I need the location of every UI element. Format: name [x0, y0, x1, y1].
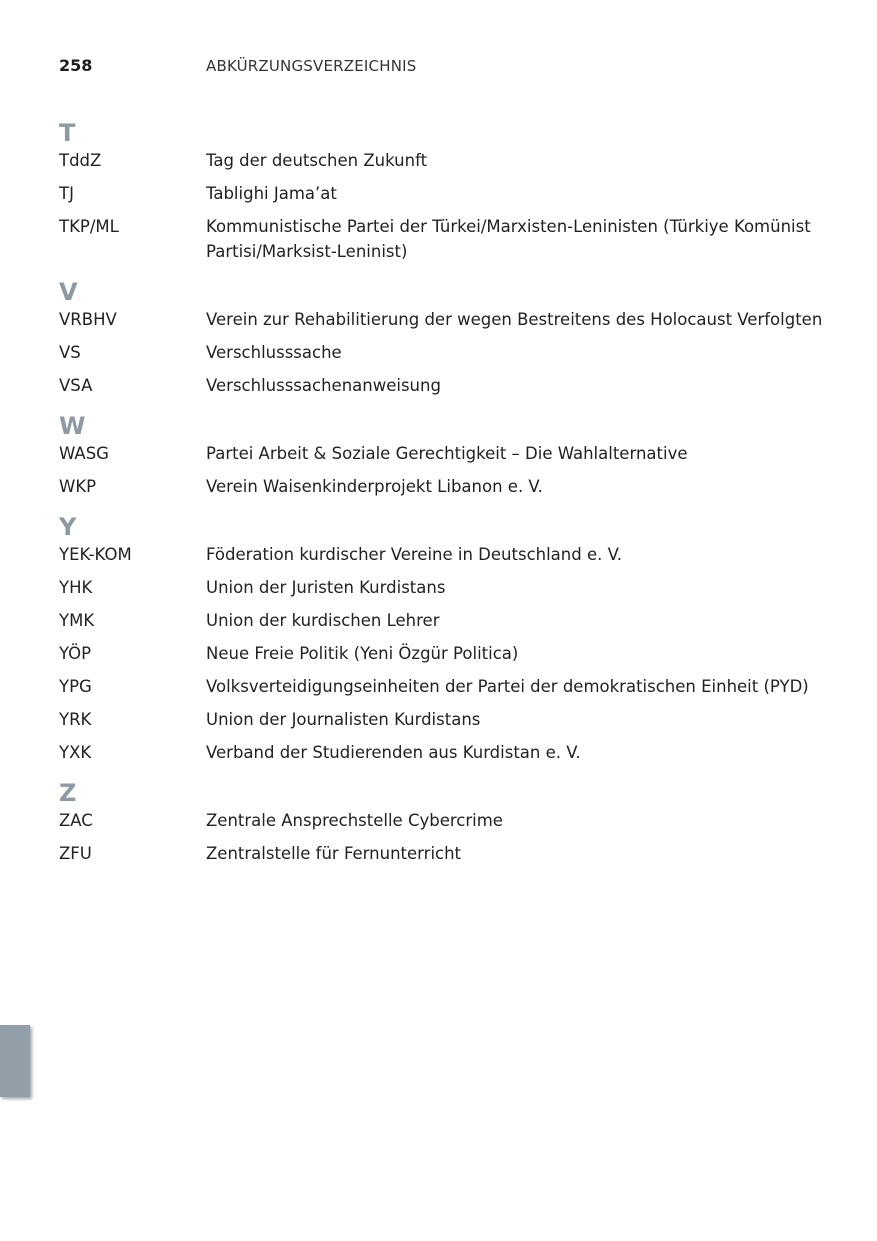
definition: Verschlusssache — [206, 343, 342, 362]
definition: Union der Journalisten Kurdistans — [206, 710, 481, 729]
definition: Zentrale Ansprechstelle Cybercrime — [206, 811, 503, 830]
abbreviation-entry — [59, 307, 839, 332]
abbreviation: ZAC — [59, 811, 93, 830]
definition: Verschlusssachenanweisung — [206, 376, 441, 395]
section-y — [59, 512, 839, 765]
abbreviation-entry — [59, 340, 839, 365]
abbreviation-entry — [59, 841, 839, 866]
abbreviation-entry — [59, 575, 839, 600]
thumb-index-tab — [0, 1025, 30, 1097]
abbreviation: TJ — [59, 184, 74, 203]
page-number: 258 — [59, 56, 93, 75]
section-letter: Z — [59, 779, 77, 807]
abbreviation: YRK — [59, 710, 92, 729]
abbreviation-entry — [59, 707, 839, 732]
abbreviation-entry — [59, 181, 839, 206]
running-head: ABKÜRZUNGSVERZEICHNIS — [206, 57, 417, 75]
definition: Union der Juristen Kurdistans — [206, 578, 446, 597]
abbreviation-entry — [59, 373, 839, 398]
abbreviation: WKP — [59, 477, 97, 496]
definition: Verein Waisenkinderprojekt Libanon e. V. — [206, 477, 543, 496]
definition: Föderation kurdischer Vereine in Deutschland e. V. — [206, 545, 623, 564]
abbreviation: VS — [59, 343, 81, 362]
abbreviation: YHK — [59, 578, 93, 597]
abbreviation: TddZ — [59, 151, 102, 170]
definition: Verband der Studierenden aus Kurdistan e. V. — [206, 743, 581, 762]
abbreviation: YPG — [59, 677, 92, 696]
section-letter: Y — [59, 513, 77, 541]
section-v — [59, 277, 839, 398]
abbreviation: VRBHV — [59, 310, 117, 329]
abbreviation: WASG — [59, 444, 109, 463]
page-header — [59, 56, 837, 78]
section-letter: T — [59, 119, 76, 147]
abbreviation: YÖP — [59, 644, 92, 663]
abbreviation-entry — [59, 474, 839, 499]
definition: Verein zur Rehabilitierung der wegen Bestreitens des Holocaust Verfolgten — [206, 310, 823, 329]
section-letter: V — [59, 278, 78, 306]
abbreviation-entry — [59, 214, 839, 264]
abbreviation-entry — [59, 542, 839, 567]
section-w — [59, 411, 839, 499]
definition: Tag der deutschen Zukunft — [206, 151, 428, 170]
abbreviation-entry — [59, 674, 839, 699]
section-letter: W — [59, 412, 86, 440]
abbreviation: YXK — [59, 743, 92, 762]
definition: Volksverteidigungseinheiten der Partei der demokratischen Einheit (PYD) — [206, 677, 809, 696]
section-t — [59, 118, 839, 264]
abbreviation-entry — [59, 441, 839, 466]
definition: Zentralstelle für Fernunterricht — [206, 844, 462, 863]
abbreviation: YMK — [59, 611, 95, 630]
section-z — [59, 778, 839, 866]
abbreviation-entry — [59, 148, 839, 173]
abbreviation-entry — [59, 641, 839, 666]
abbreviation-list — [59, 118, 839, 879]
definition: Union der kurdischen Lehrer — [206, 611, 440, 630]
abbreviation: ZFU — [59, 844, 92, 863]
abbreviation-entry — [59, 808, 839, 833]
definition: Partei Arbeit & Soziale Gerechtigkeit – Die Wahlalternative — [206, 444, 688, 463]
abbreviation: VSA — [59, 376, 93, 395]
abbreviation: TKP/ML — [59, 217, 119, 236]
definition: Kommunistische Partei der Türkei/Marxisten-Leninisten (Türkiye Komünist Partisi/Marksist-Leninist) — [206, 217, 811, 261]
definition: Tablighi Jama’at — [206, 184, 337, 203]
definition: Neue Freie Politik (Yeni Özgür Politica) — [206, 644, 519, 663]
abbreviation-entry — [59, 740, 839, 765]
abbreviation-entry — [59, 608, 839, 633]
abbreviation: YEK-KOM — [59, 545, 132, 564]
